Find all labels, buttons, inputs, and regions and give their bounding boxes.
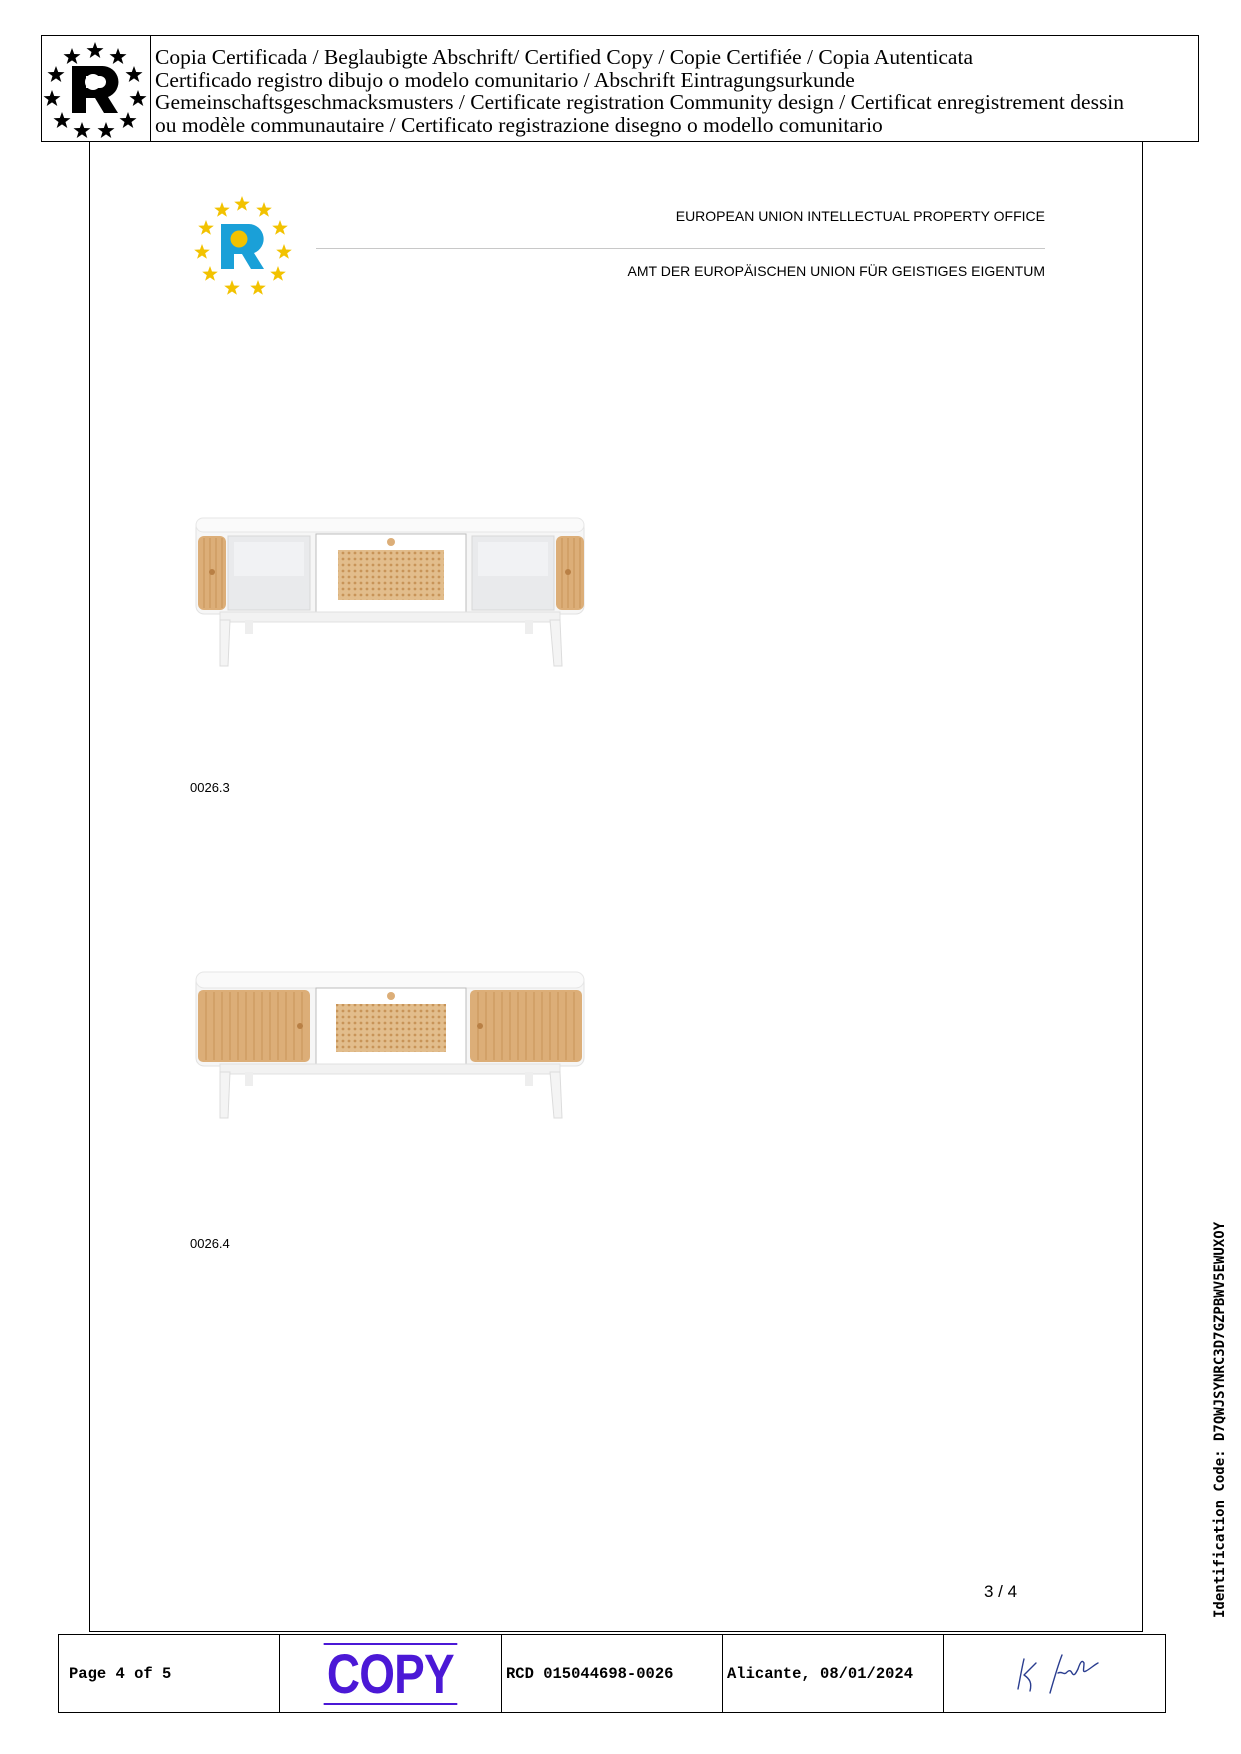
certification-footer <box>58 1634 1166 1713</box>
footer-place-date: Alicante, 08/01/2024 <box>727 1664 914 1683</box>
office-name-de: AMT DER EUROPÄISCHEN UNION FÜR GEISTIGES EIGENTUM <box>627 263 1045 279</box>
euipo-logo-icon <box>42 36 148 140</box>
copy-stamp: COPY <box>324 1643 457 1705</box>
cert-line: Certificado registro dibujo o modelo comunitario / Abschrift Eintragungsurkunde <box>155 67 855 92</box>
footer-signature-cell <box>944 1635 1165 1712</box>
footer-rcd: RCD 015044698-0026 <box>506 1664 674 1683</box>
cert-line: ou modèle communautaire / Certificato registrazione disegno o modello comunitario <box>155 112 883 137</box>
certified-copy-title <box>155 46 1195 136</box>
design-view-image <box>190 508 590 668</box>
cert-line: Gemeinschaftsgeschmacksmusters / Certificate registration Community design / Certificat enregistrement dessin <box>155 90 1125 114</box>
document-page <box>89 142 1143 1632</box>
design-view-label: 0026.3 <box>190 780 230 795</box>
signature-icon <box>1000 1649 1110 1699</box>
euipo-logo-icon <box>192 194 292 298</box>
header-divider <box>316 248 1045 249</box>
footer-place-date-cell <box>723 1635 944 1712</box>
footer-stamp-cell <box>280 1635 502 1712</box>
cert-line: Copia Certificada / Beglaubigte Abschrift/ Certified Copy / Copie Certifiée / Copia Autenticata <box>155 45 973 69</box>
design-view-label: 0026.4 <box>190 1236 230 1251</box>
footer-page-cell <box>59 1635 280 1712</box>
design-view-image <box>190 966 590 1126</box>
page-number: 3 / 4 <box>984 1582 1018 1601</box>
footer-rcd-cell <box>502 1635 723 1712</box>
certified-copy-header <box>41 35 1199 142</box>
certified-logo <box>42 36 151 141</box>
office-name-en: EUROPEAN UNION INTELLECTUAL PROPERTY OFFICE <box>675 208 1045 224</box>
footer-page: Page 4 of 5 <box>69 1664 172 1683</box>
identification-code: Identification Code: D7QWJSYNRC3D7GZPBWV5EWUXOY <box>1212 1221 1228 1618</box>
